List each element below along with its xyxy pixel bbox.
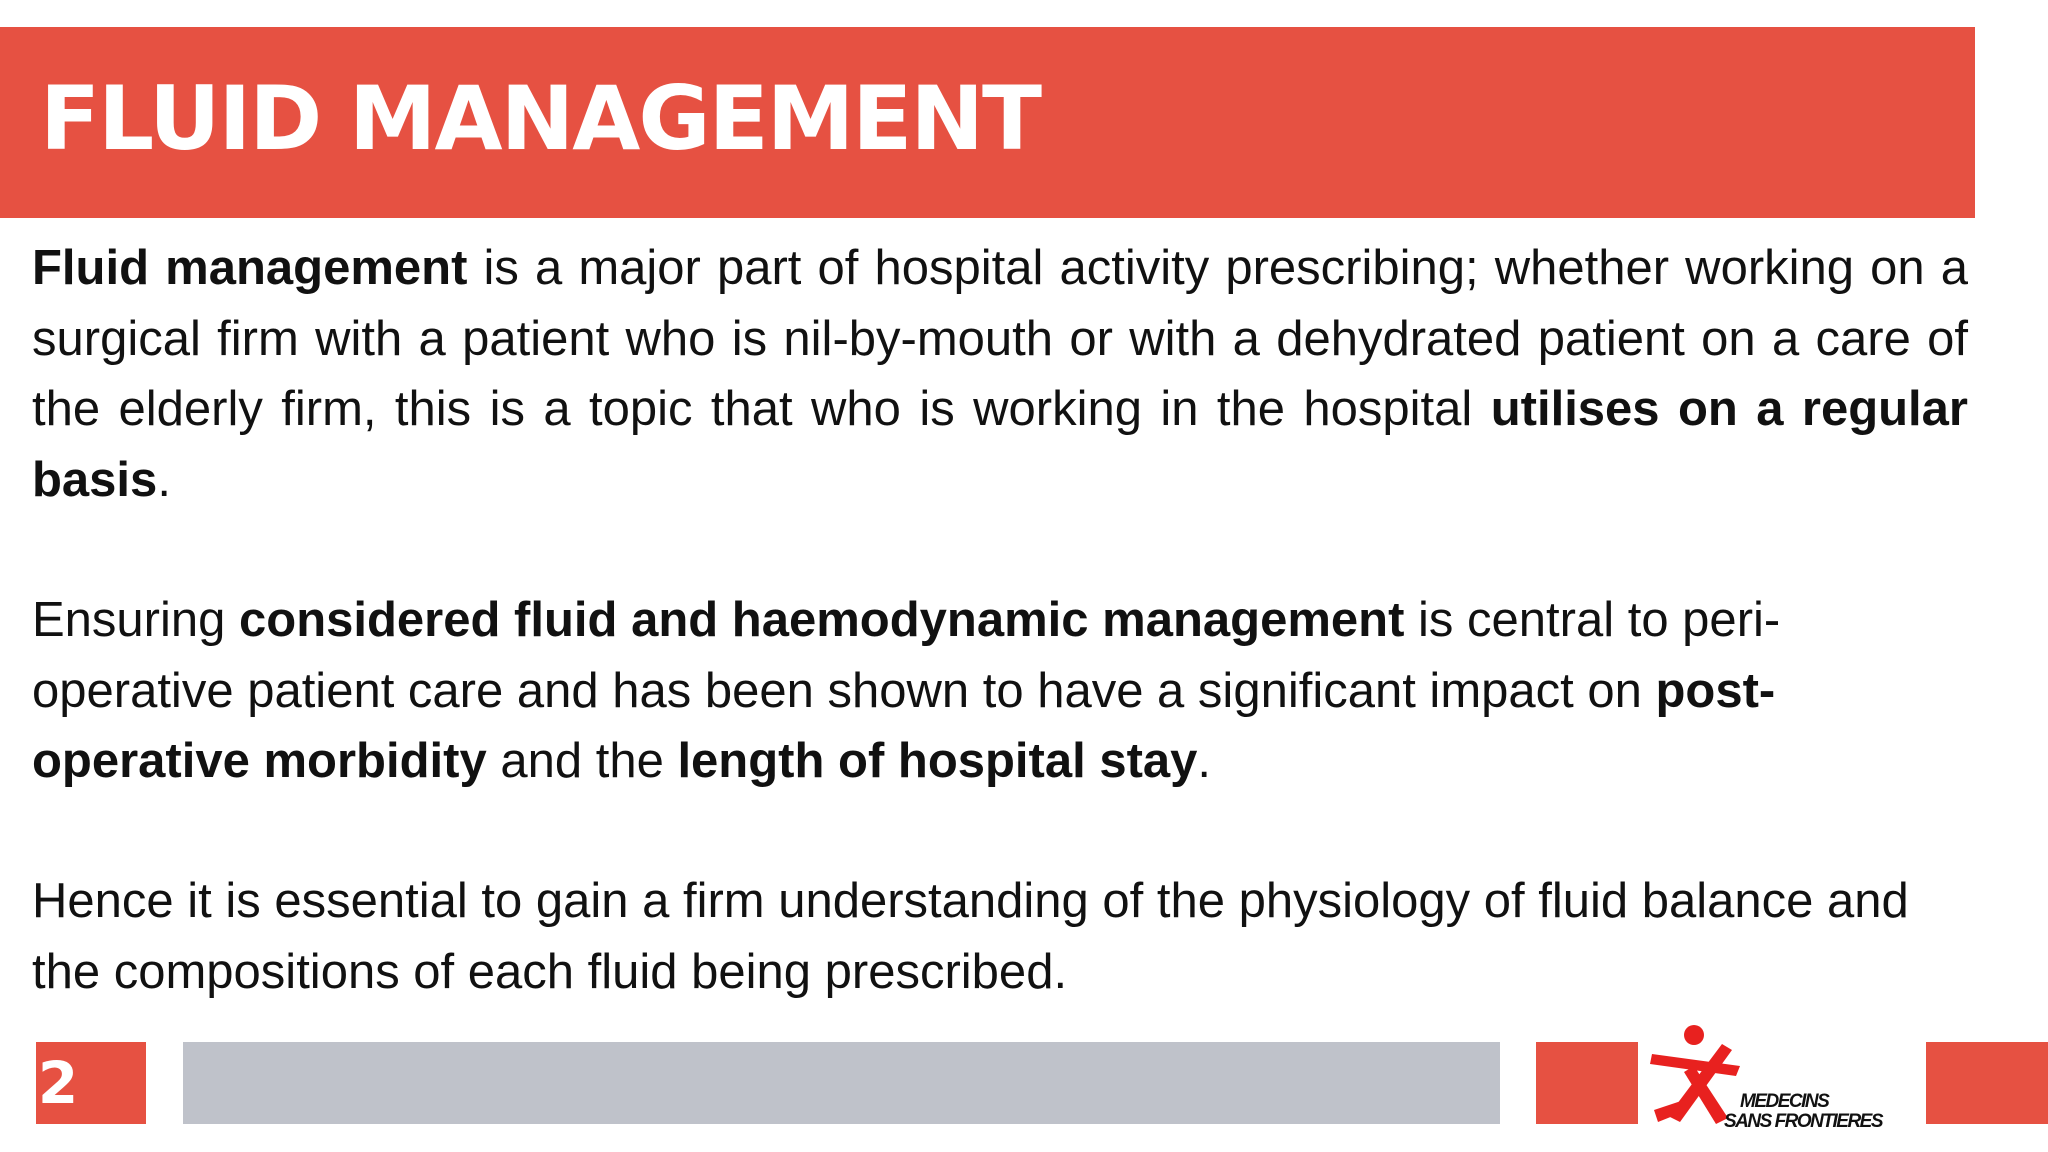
- logo-line-1: MEDECINS: [1740, 1091, 1829, 1112]
- paragraph-1-segment: .: [157, 452, 171, 507]
- paragraph-2-segment: and the: [486, 734, 678, 788]
- paragraph-2-segment: .: [1197, 734, 1212, 788]
- paragraph-2-segment: is central to peri-operative patient care and has been shown to have a significant impact on: [32, 593, 1781, 718]
- paragraph-2-segment: length of hospital stay: [677, 734, 1198, 788]
- footer-red-block: [1536, 1042, 1638, 1124]
- footer-gray-bar: [183, 1042, 1500, 1124]
- paragraph-3-segment: Hence it is essential to gain a firm understanding of the physiology of fluid balance and the compositions of each fluid being prescribed.: [32, 874, 1909, 999]
- page-number: 2: [37, 1049, 79, 1117]
- paragraph-1-segment: utilises on a regular basis: [32, 382, 1968, 507]
- paragraph-2: [32, 585, 1968, 797]
- slide-title: FLUID MANAGEMENT: [40, 67, 1041, 170]
- paragraph-3: [32, 866, 1968, 1007]
- logo-line-2: SANS FRONTIERES: [1724, 1111, 1883, 1132]
- paragraph-2-segment: post-operative morbidity: [32, 663, 1776, 788]
- paragraph-2-segment: considered fluid and haemodynamic management: [239, 593, 1405, 647]
- paragraph-2-segment: Ensuring: [32, 593, 240, 647]
- paragraph-1: [32, 233, 1968, 515]
- paragraph-1-segment: is a major part of hospital activity prescribing; whether working on a surgical firm with a patient who is nil-by-mouth or with a dehydrated patient on a care of the elderly firm, this is a topic that who is working in the hospital: [32, 241, 1969, 436]
- footer-red-block-right: [1926, 1042, 2048, 1124]
- paragraph-1-segment: Fluid management: [32, 241, 468, 295]
- msf-logo: [1640, 1018, 1926, 1138]
